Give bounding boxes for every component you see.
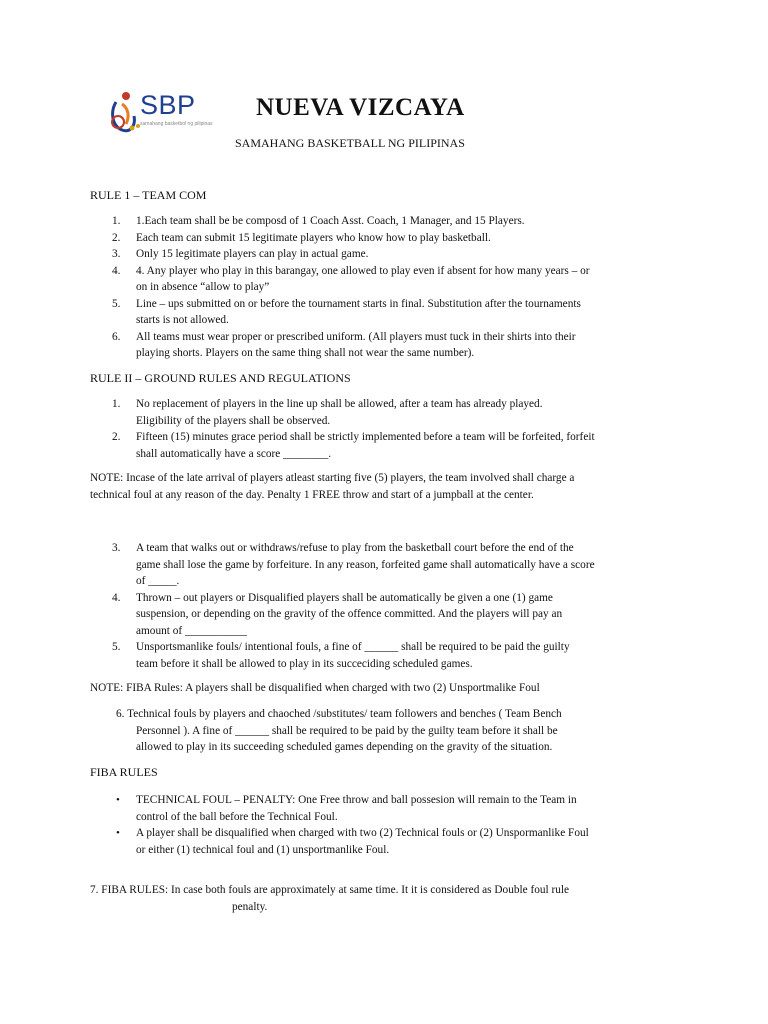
rule2-item-text: shall automatically have a score ________. bbox=[136, 447, 332, 460]
rule1-item-number: 4. bbox=[112, 264, 121, 277]
rule1-item-text: Line – ups submitted on or before the tournament starts in final. Substitution after the tournaments bbox=[136, 297, 581, 310]
rule2-item-text: of _____. bbox=[136, 575, 180, 587]
fiba-bullet-text: A player shall be disqualified when charged with two (2) Technical fouls or (2) Unspormanlike Foul bbox=[136, 827, 589, 839]
rule2-item-number: 2. bbox=[112, 431, 121, 443]
rule1-item-text: Each team can submit 15 legitimate players who know how to play basketball. bbox=[136, 231, 491, 244]
rule2-item-number: 5. bbox=[112, 641, 121, 653]
fiba-bullet-text: TECHNICAL FOUL – PENALTY: One Free throw and ball possesion will remain to the Team in bbox=[136, 794, 577, 806]
rule2-item-text: A team that walks out or withdraws/refuse to play from the basketball court before the end of the bbox=[136, 542, 574, 554]
rule2-note-line: technical foul at any reason of the day. Penalty 1 FREE throw and start of a jumpball at the center. bbox=[90, 488, 534, 501]
rule2-item-text: suspension, or depending on the gravity of the offence committed. And the players will pay an bbox=[136, 608, 563, 620]
rule2-item-text: Eligibility of the players shall be observed. bbox=[136, 414, 331, 427]
rule2-item-text: amount of ___________ bbox=[136, 624, 248, 637]
fiba-rule7-line: 7. FIBA RULES: In case both fouls are approximately at same time. It it is considered as Double foul rule bbox=[90, 884, 570, 896]
rule2-heading: RULE II – GROUND RULES AND REGULATIONS bbox=[90, 371, 351, 385]
rule2-item6-line: Personnel ). A fine of ______ shall be required to be paid by the guilty team before it shall be bbox=[136, 724, 558, 737]
fiba-bullet-text: or either (1) technical foul and (1) unsportmanlike Foul. bbox=[136, 843, 390, 856]
rule1-item-text: 1.Each team shall be be composd of 1 Coach Asst. Coach, 1 Manager, and 15 Players. bbox=[136, 215, 525, 227]
rule1-item-number: 5. bbox=[112, 297, 121, 310]
page-title: NUEVA VIZCAYA bbox=[256, 94, 465, 121]
rule1-item-number: 3. bbox=[112, 248, 121, 260]
rule2-item6-line: 6. Technical fouls by players and chaoched /substitutes/ team followers and benches ( Team Bench bbox=[116, 708, 562, 720]
bullet-icon: • bbox=[116, 794, 120, 806]
rule1-heading: RULE 1 – TEAM COM bbox=[90, 188, 207, 202]
rule2-item-number: 1. bbox=[112, 398, 121, 410]
logo-tagline: samahang basketbol ng pilipinas bbox=[140, 121, 213, 127]
rule2-item-number: 4. bbox=[112, 591, 121, 604]
rule2-item-text: Thrown – out players or Disqualified players shall be automatically be given a one (1) game bbox=[136, 591, 553, 604]
rule1-item-text: All teams must wear proper or prescribed uniform. (All players must tuck in their shirts into their bbox=[136, 330, 576, 343]
rule1-item-text: playing shorts. Players on the same thing shall not wear the same number). bbox=[136, 347, 475, 359]
fiba-heading: FIBA RULES bbox=[90, 765, 158, 779]
rule2-item-number: 3. bbox=[112, 542, 121, 554]
rule2-item-text: game shall lose the game by forfeiture. In any reason, forfeited game shall automatically have a score bbox=[136, 558, 595, 571]
rule1-item-number: 6. bbox=[112, 330, 121, 343]
fiba-note: NOTE: FIBA Rules: A players shall be disqualified when charged with two (2) Unsportmalike Foul bbox=[90, 682, 540, 694]
rule1-item-text: starts is not allowed. bbox=[136, 314, 229, 326]
fiba-bullet-text: control of the ball before the Technical Foul. bbox=[136, 810, 338, 823]
rule2-item-text: team before it shall be allowed to play in its succeciding scheduled games. bbox=[136, 657, 473, 670]
rule2-item6-line: allowed to play in its succeeding scheduled games depending on the gravity of the situation. bbox=[136, 741, 553, 753]
rule2-item-text: Fifteen (15) minutes grace period shall be strictly implemented before a team will be forfeited, forfeit bbox=[136, 431, 595, 443]
rule2-note-line: NOTE: Incase of the late arrival of players atleast starting five (5) players, the team involved shall charge a bbox=[90, 472, 575, 484]
rule2-item-text: Unsportsmanlike fouls/ intentional fouls, a fine of ______ shall be required to be paid the guilty bbox=[136, 641, 570, 653]
fiba-rule7-line: penalty. bbox=[232, 901, 268, 913]
rule1-item-number: 2. bbox=[112, 231, 121, 244]
bullet-icon: • bbox=[116, 827, 120, 839]
rule1-item-number: 1. bbox=[112, 215, 121, 227]
rule1-item-text: on in absence “allow to play” bbox=[136, 281, 270, 293]
rule1-item-text: 4. Any player who play in this barangay, one allowed to play even if absent for how many years – or bbox=[136, 264, 590, 277]
logo-text: SBP bbox=[140, 90, 196, 120]
rule1-item-text: Only 15 legitimate players can play in actual game. bbox=[136, 248, 369, 260]
page-subtitle: SAMAHANG BASKETBALL NG PILIPINAS bbox=[235, 136, 465, 150]
rule2-item-text: No replacement of players in the line up shall be allowed, after a team has already played. bbox=[136, 398, 543, 410]
